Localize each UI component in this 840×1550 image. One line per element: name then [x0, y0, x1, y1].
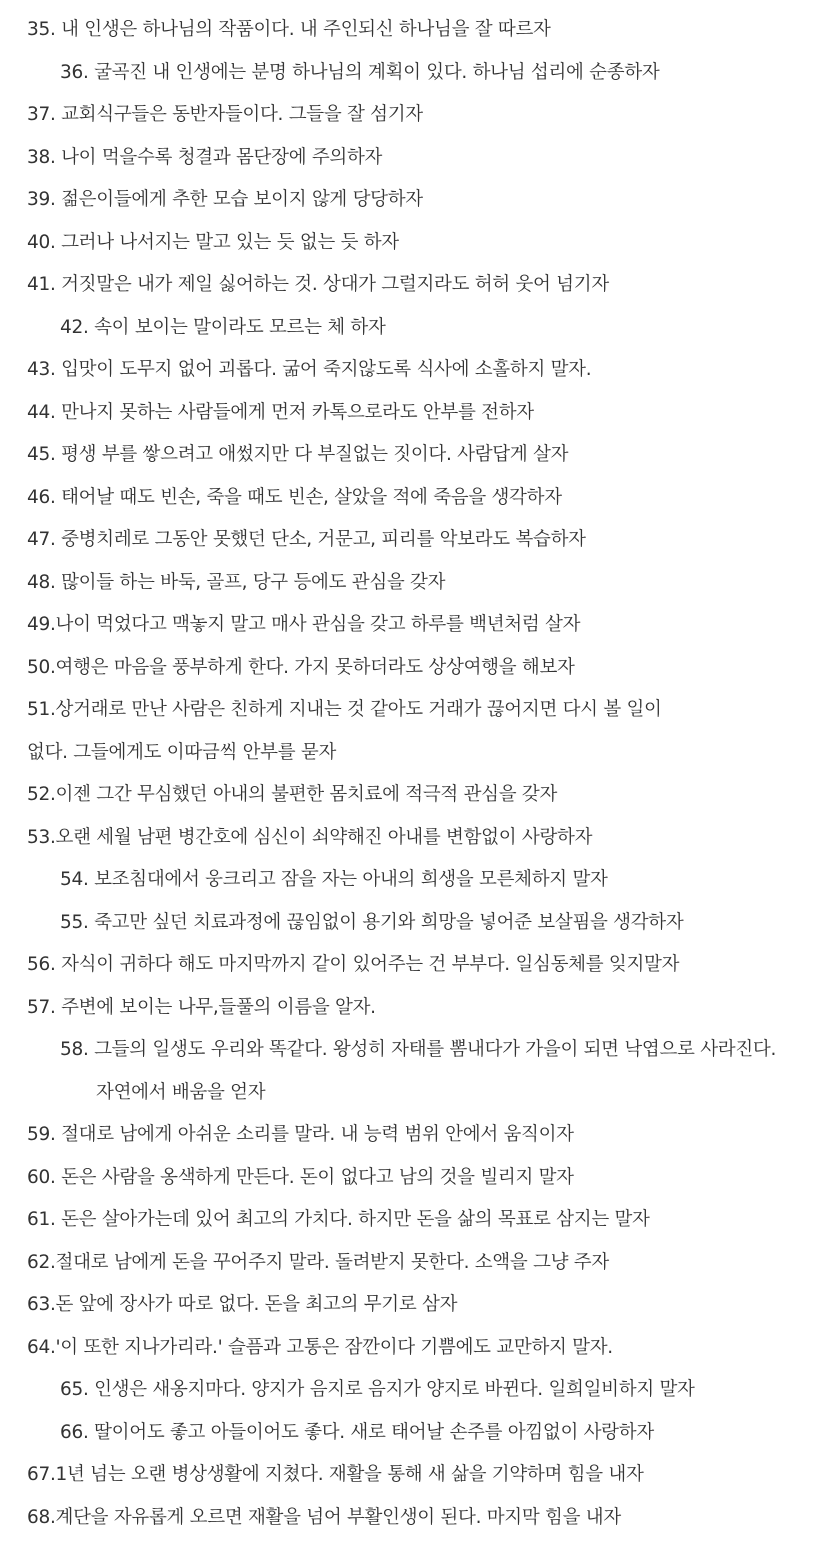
text-line: 68.계단을 자유롭게 오르면 재활을 넘어 부활인생이 된다. 마지막 힘을 내자	[27, 1506, 621, 1528]
text-line: 35. 내 인생은 하나님의 작품이다. 내 주인되신 하나님을 잘 따르자	[27, 19, 551, 40]
text-line: 자연에서 배움을 얻자	[96, 1081, 266, 1103]
text-line: 41. 거짓말은 내가 제일 싫어하는 것. 상대가 그럴지라도 허허 웃어 넘기자	[27, 274, 609, 295]
text-line: 56. 자식이 귀하다 해도 마지막까지 같이 있어주는 건 부부다. 일심동체를 잊지말자	[27, 954, 680, 975]
text-line: 58. 그들의 일생도 우리와 똑같다. 왕성히 자태를 뽐내다가 가을이 되면 낙엽으로 사라진다.	[60, 1039, 777, 1060]
text-line: 66. 딸이어도 좋고 아들이어도 좋다. 새로 태어날 손주를 아낌없이 사랑하자	[60, 1421, 654, 1443]
text-line: 36. 굴곡진 내 인생에는 분명 하나님의 계획이 있다. 하나님 섭리에 순종하자	[60, 61, 660, 83]
text-line: 48. 많이들 하는 바둑, 골프, 당구 등에도 관심을 갖자	[27, 571, 446, 593]
text-line: 39. 젊은이들에게 추한 모습 보이지 않게 당당하자	[27, 189, 423, 210]
text-line: 59. 절대로 남에게 아쉬운 소리를 말라. 내 능력 범위 안에서 움직이자	[27, 1124, 574, 1145]
text-line: 42. 속이 보이는 말이라도 모르는 체 하자	[60, 316, 386, 338]
text-line: 45. 평생 부를 쌓으려고 애썼지만 다 부질없는 짓이다. 사람답게 살자	[27, 444, 569, 465]
text-line: 54. 보조침대에서 웅크리고 잠을 자는 아내의 희생을 모른체하지 말자	[60, 869, 608, 890]
text-line: 61. 돈은 살아가는데 있어 최고의 가치다. 하지만 돈을 삶의 목표로 삼지는 말자	[27, 1209, 650, 1230]
text-line: 43. 입맛이 도무지 없어 괴롭다. 굶어 죽지않도록 식사에 소홀하지 말자.	[27, 359, 592, 380]
text-line: 49.나이 먹었다고 맥놓지 말고 매사 관심을 갖고 하루를 백년처럼 살자	[27, 614, 581, 635]
document-body	[0, 9, 840, 1539]
text-line: 67.1년 넘는 오랜 병상생활에 지쳤다. 재활을 통해 새 삶을 기약하며 힘을 내자	[27, 1464, 644, 1485]
text-line: 38. 나이 먹을수록 청결과 몸단장에 주의하자	[27, 146, 383, 168]
text-line: 51.상거래로 만난 사람은 친하게 지내는 것 같아도 거래가 끊어지면 다시 볼 일이	[27, 699, 662, 720]
text-line: 46. 태어날 때도 빈손, 죽을 때도 빈손, 살았을 적에 죽음을 생각하자	[27, 486, 562, 508]
text-line: 47. 중병치레로 그동안 못했던 단소, 거문고, 피리를 악보라도 복습하자	[27, 529, 586, 550]
text-line: 64.'이 또한 지나가리라.' 슬픔과 고통은 잠깐이다 기쁨에도 교만하지 말자.	[27, 1336, 613, 1358]
text-line: 50.여행은 마음을 풍부하게 한다. 가지 못하더라도 상상여행을 해보자	[27, 656, 575, 678]
text-line: 57. 주변에 보이는 나무,들풀의 이름을 알자.	[27, 996, 376, 1018]
text-line: 없다. 그들에게도 이따금씩 안부를 묻자	[27, 741, 337, 763]
text-line: 53.오랜 세월 남편 병간호에 심신이 쇠약해진 아내를 변함없이 사랑하자	[27, 826, 593, 848]
text-line: 65. 인생은 새옹지마다. 양지가 음지로 음지가 양지로 바뀐다. 일희일비하지 말자	[60, 1379, 695, 1400]
text-line: 52.이젠 그간 무심했던 아내의 불편한 몸치료에 적극적 관심을 갖자	[27, 784, 558, 805]
text-line: 60. 돈은 사람을 옹색하게 만든다. 돈이 없다고 남의 것을 빌리지 말자	[27, 1166, 574, 1188]
text-line: 37. 교회식구들은 동반자들이다. 그들을 잘 섬기자	[27, 104, 423, 125]
text-line: 63.돈 앞에 장사가 따로 없다. 돈을 최고의 무기로 삼자	[27, 1294, 458, 1315]
text-line: 40. 그러나 나서지는 말고 있는 듯 없는 듯 하자	[27, 231, 399, 253]
text-line: 62.절대로 남에게 돈을 꾸어주지 말라. 돌려받지 못한다. 소액을 그냥 주자	[27, 1251, 609, 1273]
text-line: 55. 죽고만 싶던 치료과정에 끊임없이 용기와 희망을 넣어준 보살핌을 생각하자	[60, 911, 684, 933]
text-line: 44. 만나지 못하는 사람들에게 먼저 카톡으로라도 안부를 전하자	[27, 401, 534, 423]
